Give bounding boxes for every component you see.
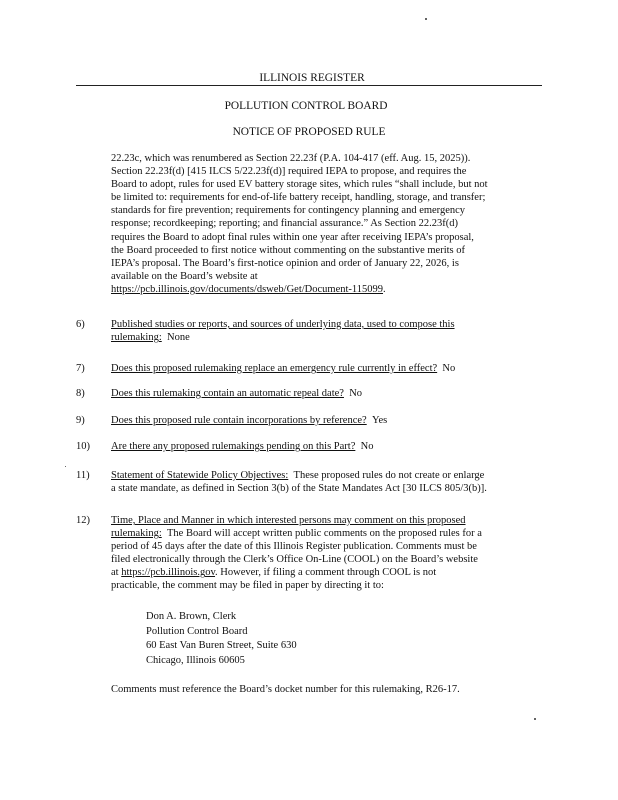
text-line: response; recordkeeping; reporting; and financial assurance.” As Section 22.23f(d) [111, 218, 458, 230]
item-answer: None [167, 332, 190, 344]
address-org: Pollution Control Board [146, 625, 248, 637]
item-answer: practicable, the comment may be filed in paper by directing it to: [111, 580, 384, 592]
item-number: 10) [76, 441, 90, 452]
item-answer: period of 45 days after the date of this Illinois Register publication. Comments must be [111, 541, 477, 553]
item-answer: a state mandate, as defined in Section 3(b) of the State Mandates Act [30 ILCS 805/3(b)]. [111, 483, 487, 495]
text-line: Section 22.23f(d) [415 ILCS 5/22.23f(d)] required IEPA to propose, and requires the [111, 166, 467, 178]
item-question: Statement of Statewide Policy Objectives: [111, 470, 289, 481]
item-question: Are there any proposed rulemakings pending on this Part? [111, 441, 356, 452]
item-number: 7) [76, 363, 85, 374]
scan-speck [425, 18, 427, 20]
continuation-paragraph [111, 152, 551, 296]
address-street: 60 East Van Buren Street, Suite 630 [146, 640, 297, 651]
document-page: ILLINOIS REGISTER POLLUTION CONTROL BOARD NOTICE OF PROPOSED RULE 22.23c, which was renumbered as Section 22.23f (P.A. 104-417 (eff. Aug. 15, 2025)). Section 22.23f(d) [415 ILCS 5/22.23f(d)] required IEPA to propose, and requires the Board to adopt, rules for used EV battery storage sites, which rules “shall include, but not be limited to: requirements for end-of-life battery receipt, handling, storage, and transfer; standards for fire prevention; requirements for contingency planning and emergency response; recordkeeping; reporting; and financial assurance.” As Section 22.23f(d) requires the Board to adopt final rules within one year after receiving IEPA’s proposal, the Board proceeded to first notice without commenting on the substantive merits of IEPA’s proposal. The Board’s first-notice opinion and order of January 22, 2026, is available on the Board’s website at https://pcb.illinois.gov/documents/dsweb/Get/Document-115099. 6) Published studies or reports, and sources of underlying data, used to compose this rulemaking: None 7) Does this proposed rulemaking replace an emergency rule currently in effect? No 8) Does this rulemaking contain an automatic repeal date? No 9) Does this proposed rule contain incorporations by reference? Yes 10) Are there any proposed rulemakings pending on this Part? No 11) Statement of Statewide Policy Objectives: These proposed rules do not create or enlarge a state mandate, as defined in Section 3(b) of the State Mandates Act [30 ILCS 805/3(b)]. 12) Time, Place and Manner in which interested persons may comment on this proposed rulemaking: The Board will accept written public comments on the proposed rules for a period of 45 days after the date of this Illinois Register publication. Comments must be filed electronically through the Clerk’s Office On-Line (COOL) on the Board’s website at https://pcb.illinois.gov. However, if filing a comment through COOL is not practicable, the comment may be filed in paper by directing it to: Don A. Brown, Clerk Pollution Control Board 60 East Van Buren Street, Suite 630 Chicago, Illinois 60605 Comments must reference the Board’s docket number for this rulemaking, R26-17. [0, 0, 618, 800]
board-title: POLLUTION CONTROL BOARD [224, 100, 388, 112]
board-website-link[interactable]: https://pcb.illinois.gov [121, 567, 216, 579]
text-line: the Board proceeded to first notice without commenting on the substantive merits of [111, 244, 466, 256]
clerk-address [146, 610, 297, 668]
opinion-link[interactable]: https://pcb.illinois.gov/documents/dsweb/Get/Document-115099 [111, 283, 384, 295]
item-answer: No [442, 363, 456, 374]
text-line: requires the Board to adopt final rules within one year after receiving IEPA’s proposal, [111, 231, 474, 243]
item-question: Does this proposed rulemaking replace an emergency rule currently in effect? [111, 363, 438, 374]
item-answer: Yes [371, 415, 388, 426]
item-answer: These proposed rules do not create or enlarge [293, 470, 485, 481]
item-number: 6) [76, 319, 85, 330]
item-number: 11) [76, 470, 90, 481]
item-answer: The Board will accept written public comments on the proposed rules for a [167, 528, 482, 540]
register-title: ILLINOIS REGISTER [259, 72, 365, 84]
item-answer: filed electronically through the Clerk’s Office On-Line (COOL) on the Board’s website [111, 554, 478, 566]
text-line: be limited to: requirements for end-of-life battery receipt, handling, storage, and transfer; [111, 192, 486, 204]
item-question: Does this rulemaking contain an automatic repeal date? [111, 388, 344, 399]
item-answer: No [360, 441, 374, 452]
text-line: available on the Board’s website at [111, 270, 258, 282]
item-question: rulemaking: [111, 528, 162, 540]
item-question: Time, Place and Manner in which interested persons may comment on this proposed [111, 515, 466, 526]
text-line: standards for fire prevention; requirements for contingency planning and emergency [111, 205, 466, 217]
item-number: 8) [76, 388, 85, 399]
text-line: 22.23c, which was renumbered as Section 22.23f (P.A. 104-417 (eff. Aug. 15, 2025)). [111, 153, 471, 164]
item-number: 9) [76, 415, 85, 426]
closing-note: Comments must reference the Board’s docket number for this rulemaking, R26-17. [111, 684, 460, 695]
item-answer: No [349, 388, 363, 399]
text-line: https://pcb.illinois.gov/documents/dsweb/Get/Document-115099. [111, 283, 386, 295]
item-question: Does this proposed rule contain incorporations by reference? [111, 415, 367, 426]
text-line: IEPA’s proposal. The Board’s first-notice opinion and order of January 22, 2026, is [111, 257, 459, 269]
notice-title: NOTICE OF PROPOSED RULE [232, 126, 386, 138]
item-question: Published studies or reports, and sources of underlying data, used to compose this [111, 319, 455, 330]
scan-speck [534, 718, 536, 720]
item-number: 12) [76, 515, 90, 526]
address-city: Chicago, Illinois 60605 [146, 654, 245, 666]
item-question: rulemaking: [111, 332, 162, 344]
address-name: Don A. Brown, Clerk [146, 611, 237, 622]
header-rule [76, 85, 542, 86]
scan-speck [65, 466, 66, 467]
text-line: Board to adopt, rules for used EV battery storage sites, which rules “shall include, but not [111, 179, 488, 191]
